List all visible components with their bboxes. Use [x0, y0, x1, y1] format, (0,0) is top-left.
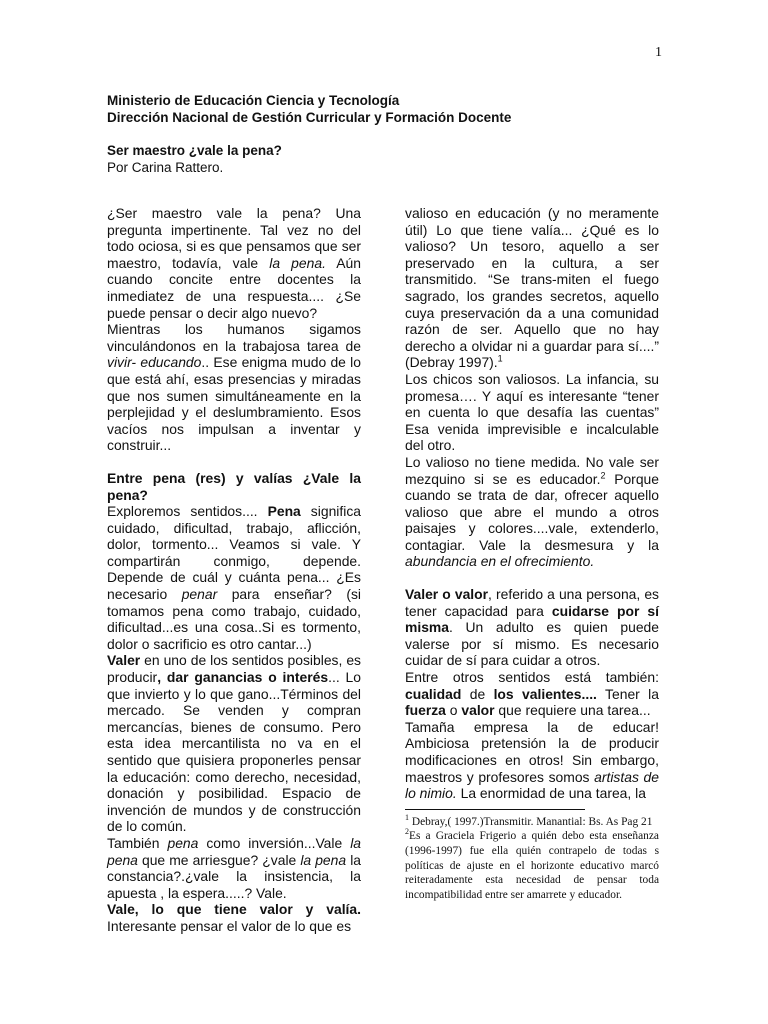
paragraph: Tamaña empresa la de educar! Ambiciosa pretensión la de producir modificaciones en otros! Sin embargo, maestros y profesores somos artistas de lo nimio. La enormidad de una tarea, la — [405, 718, 659, 802]
page-number: 1 — [655, 45, 662, 60]
article-author: Por Carina Rattero. — [107, 160, 224, 175]
footnote-ref: 2 — [600, 469, 606, 480]
paragraph: Exploremos sentidos.... Pena significa cuidado, dificultad, trabajo, aflicción, dolor, tormento... Veamos si vale. Y compartirán conmigo, depende. Depende de cuál y cuánta pena... ¿Es necesario penar para enseñar? (si tomamos pena como trabajo, cuidado, dificultad...es una cosa..Si es tormento, dolor o sacrificio es otro cantar...) — [107, 503, 361, 652]
paragraph: También pena como inversión...Vale la pena que me arriesgue? ¿vale la pena la constancia?.¿vale la insistencia, la apuesta , la espera.....? Vale. — [107, 834, 362, 901]
footnote-ref: 1 — [497, 353, 503, 364]
paragraph: Mientras los humanos sigamos vinculándonos en la trabajosa tarea de vivir- educando.. Ese enigma mudo de lo que está ahí, esas presencias y miradas que nos sumen simultáneamente en la perplejidad y el deslumbramiento. Esos vacíos nos impulsan a inventar y construir... — [107, 321, 361, 454]
footnote-divider — [405, 809, 585, 810]
paragraph: Entre otros sentidos está también: cualidad de los valientes.... Tener la fuerza o valor que requiere una tarea... — [405, 669, 659, 719]
article-title: Ser maestro ¿vale la pena? — [107, 143, 282, 158]
directorate-line: Dirección Nacional de Gestión Curricular y Formación Docente — [107, 110, 512, 125]
paragraph: valioso en educación (y no meramente útil) Lo que tiene valía... ¿Qué es lo valioso? Un tesoro, aquello a ser preservado en la cultura, a ser transmitido. “Se trans-miten el fuego sagrado, los grandes secretos, aquello cuya preservación da a una comunidad razón de ser. Aquello que no hay derecho a olvidar ni a guardar para sí....” (Debray 1997).$^1$ — [405, 205, 659, 371]
left-column — [107, 205, 361, 935]
paragraph: Vale, lo que tiene valor y valía. Interesante pensar el valor de lo que es — [107, 901, 361, 934]
right-column — [405, 205, 659, 902]
footnote-2: $^2$Es a Graciela Frigerio a quién debo esta enseñanza (1996-1997) fue ella quién contrapelo de todas s políticas de ajuste en el horizonte educativo marcó reiteradamente esta necesidad de pensar toda incompatibilidad entre ser amarrete y educador. — [405, 827, 659, 901]
document-header — [107, 92, 667, 176]
footnote-1: $^1$ Debray,( 1997.)Transmitir. Manantial: Bs. As Pag 21 — [405, 812, 653, 828]
paragraph: Valer en uno de los sentidos posibles, es producir, dar ganancias o interés... Lo que invierto y lo que gano...Términos del mercado. Se venden y compran mercancías, bienes de consumo. Pero esta idea mercantilista no va en el sentido que quisiera proponerles pensar la educación: como derecho, necesidad, donación y posibilidad. Espacio de invención de mundos y de construcción de lo común. — [107, 652, 362, 835]
paragraph: ¿Ser maestro vale la pena? Una pregunta impertinente. Tal vez no del todo ociosa, si es que pensamos que ser maestro, todavía, vale la pena. Aún cuando concite entre docentes la inmediatez de una respuesta.... ¿Se puede pensar o decir algo nuevo? — [107, 205, 362, 321]
section-heading: Entre pena (res) y valías ¿Vale la pena? — [107, 469, 361, 503]
paragraph: Valer o valor, referido a una persona, es tener capacidad para cuidarse por sí misma. Un adulto es quien puede valerse por sí mismo. Es necesario cuidar de sí para cuidar a otros. — [405, 586, 659, 669]
paragraph: Los chicos son valiosos. La infancia, su promesa…. Y aquí es interesante “tener en cuenta lo que desafía las cuentas” Esa venida imprevisible e incalculable del otro. — [405, 370, 659, 454]
paragraph: Lo valioso no tiene medida. No vale ser mezquino si se es educador.$^2$ Porque cuando se trata de dar, ofrecer aquello valioso que abre el mundo a otros paisajes y colores....vale, extenderlo, contagiar. Vale la desmesura y la abundancia en el ofrecimiento. — [405, 453, 659, 570]
ministry-line: Ministerio de Educación Ciencia y Tecnología — [107, 93, 400, 108]
